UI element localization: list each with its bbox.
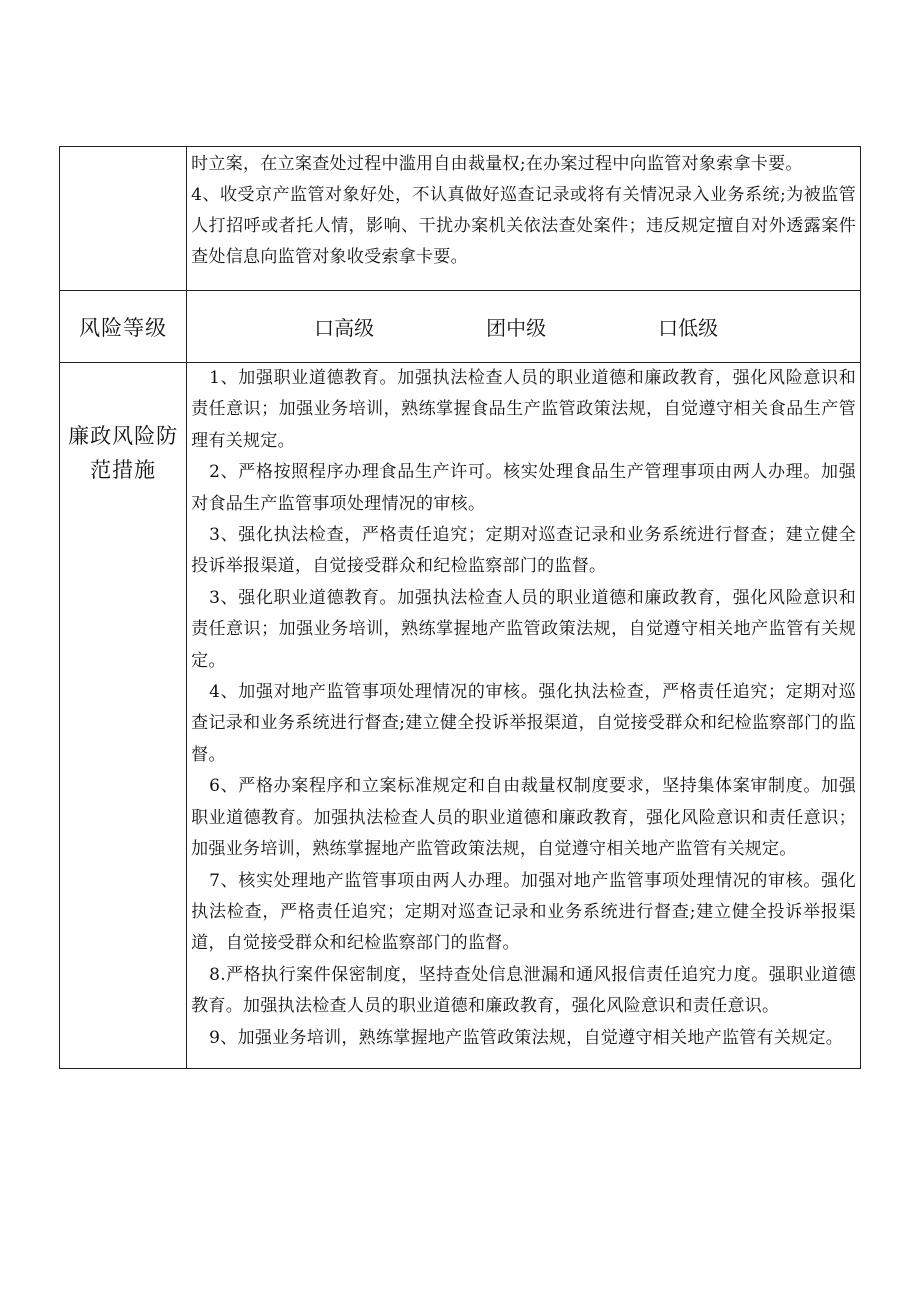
checked-box-icon: 团 bbox=[486, 316, 507, 340]
risk-level-label: 风险等级 bbox=[79, 315, 168, 340]
measure-item-5: 4、加强对地产监管事项处理情况的审核。强化执法检查，严格责任追究；定期对巡查记录和业务系统进行督查;建立健全投诉举报渠道，自觉接受群众和纪检监察部门的监督。 bbox=[191, 682, 856, 765]
risk-level-label-cell bbox=[60, 291, 187, 363]
continuation-label-cell bbox=[60, 147, 187, 291]
continuation-row bbox=[60, 147, 861, 291]
continuation-paragraph: 时立案，在立案查处过程中滥用自由裁量权;在办案过程中向监管对象索拿卡要。 bbox=[191, 154, 803, 174]
measures-row bbox=[60, 363, 861, 1069]
measure-item-6: 6、严格办案程序和立案标准规定和自由裁量权制度要求，坚持集体案审制度。加强职业道德教育。加强执法检查人员的职业道德和廉政教育，强化风险意识和责任意识；加强业务培训，熟练掌握地产监管政策法规，自觉遵守相关地产监管有关规定。 bbox=[191, 776, 856, 860]
measures-label-cell bbox=[60, 363, 187, 1069]
measure-item-3: 3、强化执法检查，严格责任追究；定期对巡查记录和业务系统进行督查；建立健全投诉举报渠道，自觉接受群众和纪检监察部门的监督。 bbox=[191, 525, 856, 577]
measure-item-7: 7、核实处理地产监管事项由两人办理。加强对地产监管事项处理情况的审核。强化执法检查，严格责任追究；定期对巡查记录和业务系统进行督查;建立健全投诉举报渠道，自觉接受群众和纪检监察部门的监督。 bbox=[191, 870, 856, 954]
measure-item-8: 8.严格执行案件保密制度，坚持查处信息泄漏和通风报信责任追究力度。强职业道德教育。加强执法检查人员的职业道德和廉政教育，强化风险意识和责任意识。 bbox=[191, 964, 856, 1017]
measure-item-2: 2、严格按照程序办理食品生产许可。核实处理食品生产管理事项由两人办理。加强对食品生产监管事项处理情况的审核。 bbox=[191, 462, 856, 514]
measure-item-9: 9、加强业务培训，熟练掌握地产监管政策法规，自觉遵守相关地产监管有关规定。 bbox=[209, 1027, 844, 1048]
measure-item-1: 1、加强职业道德教育。加强执法检查人员的职业道德和廉政教育，强化风险意识和责任意识；加强业务培训，熟练掌握食品生产监管政策法规，自觉遵守相关食品生产管理有关规定。 bbox=[191, 368, 856, 451]
risk-table bbox=[59, 146, 861, 1069]
unchecked-box-icon: 口 bbox=[314, 316, 335, 340]
risk-option-medium[interactable] bbox=[486, 312, 658, 341]
risk-level-options-cell bbox=[187, 291, 861, 363]
risk-option-high[interactable] bbox=[314, 312, 486, 341]
unchecked-box-icon: 口 bbox=[658, 316, 679, 340]
continuation-content-cell bbox=[187, 147, 861, 291]
risk-option-high-label: 高级 bbox=[334, 316, 375, 340]
measure-item-4: 3、强化职业道德教育。加强执法检查人员的职业道德和廉政教育，强化风险意识和责任意识；加强业务培训，熟练掌握地产监管政策法规，自觉遵守相关地产监管有关规定。 bbox=[191, 587, 856, 671]
continuation-paragraph: 4、收受京产监管对象好处，不认真做好巡查记录或将有关情况录入业务系统;为被监管人打招呼或者托人情，影响、干扰办案机关依法查处案件；违反规定擅自对外透露案件查处信息向监管对象收受索拿卡要。 bbox=[191, 185, 856, 267]
risk-level-options bbox=[187, 312, 860, 341]
measures-content-cell bbox=[187, 363, 861, 1069]
measures-label: 廉政风险防范措施 bbox=[68, 424, 179, 482]
risk-option-medium-label: 中级 bbox=[506, 316, 547, 340]
risk-level-row bbox=[60, 291, 861, 363]
risk-option-low-label: 低级 bbox=[678, 316, 719, 340]
risk-option-low[interactable] bbox=[658, 312, 718, 341]
